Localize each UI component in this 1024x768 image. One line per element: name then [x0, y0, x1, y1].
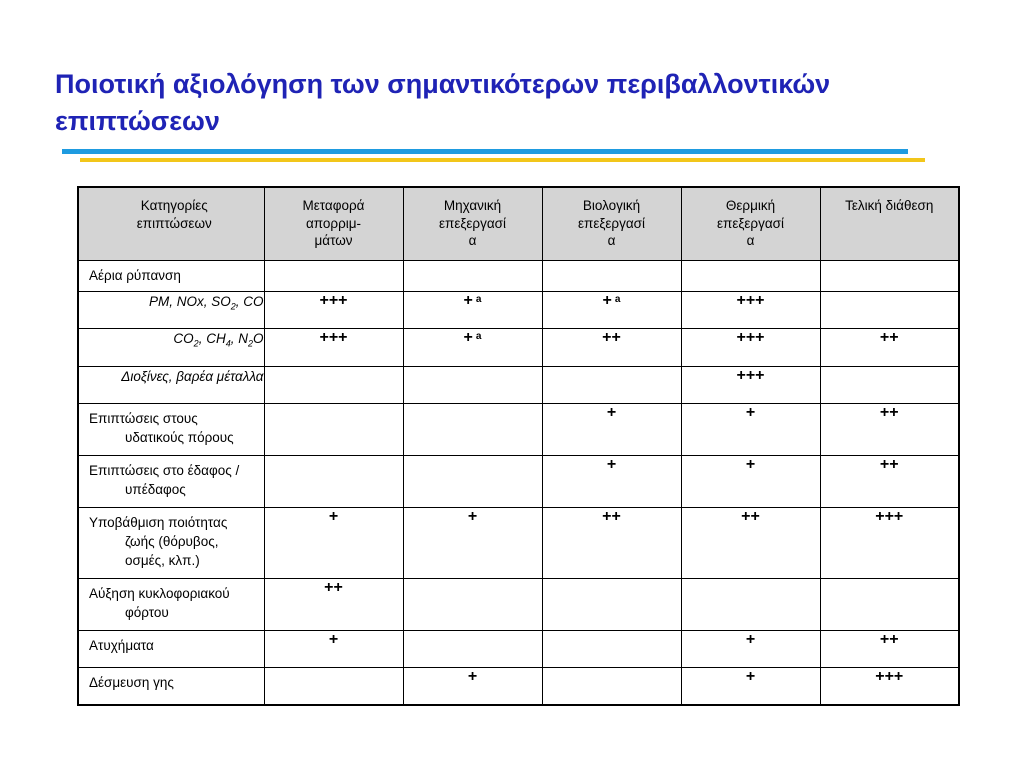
- table-row: [78, 668, 959, 705]
- table-cell: +++: [681, 367, 820, 404]
- table-cell: + $^a$: [542, 292, 681, 329]
- header-row: [78, 187, 959, 261]
- row-label-text: $CO_2$, $CH_4$, $N_2O$: [173, 331, 264, 349]
- table-cell: ++: [820, 404, 959, 456]
- table-cell: [820, 367, 959, 404]
- table-cell: [264, 261, 403, 292]
- table-cell: ++: [542, 329, 681, 367]
- table-row: [78, 631, 959, 668]
- table-cell: [820, 292, 959, 329]
- table-cell: [681, 579, 820, 631]
- table-cell: [264, 668, 403, 705]
- table-cell: +++: [264, 292, 403, 329]
- table-cell: ++: [820, 456, 959, 508]
- table-row: [78, 292, 959, 329]
- table-cell: +++: [681, 329, 820, 367]
- table-row: [78, 579, 959, 631]
- table-row: [78, 456, 959, 508]
- header-thermal: Θερμική επεξεργασί α: [681, 187, 820, 261]
- row-label: Ατυχήματα: [78, 631, 264, 668]
- table-cell: [264, 456, 403, 508]
- impact-assessment-table: [77, 186, 960, 706]
- table-cell: +: [264, 508, 403, 579]
- table-cell: +: [264, 631, 403, 668]
- table-row: [78, 329, 959, 367]
- table-cell: [542, 668, 681, 705]
- table-cell: +: [403, 668, 542, 705]
- table-cell: ++: [820, 631, 959, 668]
- title-rule-blue: [62, 149, 908, 154]
- table-cell: + $^a$: [403, 329, 542, 367]
- table-cell: ++: [681, 508, 820, 579]
- table-cell: +++: [681, 292, 820, 329]
- table-row: [78, 261, 959, 292]
- table-cell: [403, 404, 542, 456]
- row-label: Δέσμευση γης: [78, 668, 264, 705]
- header-transport: Μεταφορά απορριμ- μάτων: [264, 187, 403, 261]
- table-cell: [542, 579, 681, 631]
- table-cell: +: [681, 456, 820, 508]
- table-cell: ++: [820, 329, 959, 367]
- table-cell: [403, 579, 542, 631]
- footnote-mark: a: [475, 294, 482, 305]
- row-label: Αύξηση κυκλοφοριακού φόρτου: [78, 579, 264, 631]
- row-label-text: PM, NOx, $SO_2$, CO: [148, 294, 264, 312]
- row-label: Επιπτώσεις στους υδατικούς πόρους: [78, 404, 264, 456]
- row-label: [78, 329, 264, 367]
- table-cell: ++: [264, 579, 403, 631]
- table-cell: +++: [264, 329, 403, 367]
- table-cell: +: [542, 404, 681, 456]
- title-rule-yellow: [80, 158, 925, 162]
- table-cell: +: [681, 404, 820, 456]
- table-cell: [542, 261, 681, 292]
- table-cell: [264, 367, 403, 404]
- header-biological: Βιολογική επεξεργασί α: [542, 187, 681, 261]
- table-cell: +: [681, 668, 820, 705]
- title-line-2: επιπτώσεων: [55, 106, 220, 136]
- table-cell: +: [403, 508, 542, 579]
- table-cell: [403, 261, 542, 292]
- table-cell: [681, 261, 820, 292]
- table-cell: [403, 456, 542, 508]
- header-mechanical: Μηχανική επεξεργασί α: [403, 187, 542, 261]
- table-cell: +: [542, 456, 681, 508]
- row-label: Αέρια ρύπανση: [78, 261, 264, 292]
- table-cell: [403, 631, 542, 668]
- table-row: [78, 404, 959, 456]
- table-cell: [542, 631, 681, 668]
- table-cell: [542, 367, 681, 404]
- header-categories: Κατηγορίες επιπτώσεων: [78, 187, 264, 261]
- row-label: Επιπτώσεις στο έδαφος / υπέδαφος: [78, 456, 264, 508]
- table-cell: + $^a$: [403, 292, 542, 329]
- table-cell: +++: [820, 668, 959, 705]
- row-label: Υποβάθμιση ποιότητας ζωής (θόρυβος, οσμές, κλπ.): [78, 508, 264, 579]
- table-cell: ++: [542, 508, 681, 579]
- table-cell: [820, 579, 959, 631]
- table-cell: +: [681, 631, 820, 668]
- table-cell: +++: [820, 508, 959, 579]
- title-line-1: Ποιοτική αξιολόγηση των σημαντικότερων περιβαλλοντικών: [55, 69, 831, 99]
- table-cell: [264, 404, 403, 456]
- table-row: [78, 367, 959, 404]
- row-label: Διοξίνες, βαρέα μέταλλα: [78, 367, 264, 404]
- row-label: [78, 292, 264, 329]
- footnote-mark: a: [614, 294, 621, 305]
- footnote-mark: a: [475, 331, 482, 342]
- table-cell: [820, 261, 959, 292]
- page-title: [55, 66, 955, 140]
- table-cell: [403, 367, 542, 404]
- table-row: [78, 508, 959, 579]
- header-final-disposal: Τελική διάθεση: [820, 187, 959, 261]
